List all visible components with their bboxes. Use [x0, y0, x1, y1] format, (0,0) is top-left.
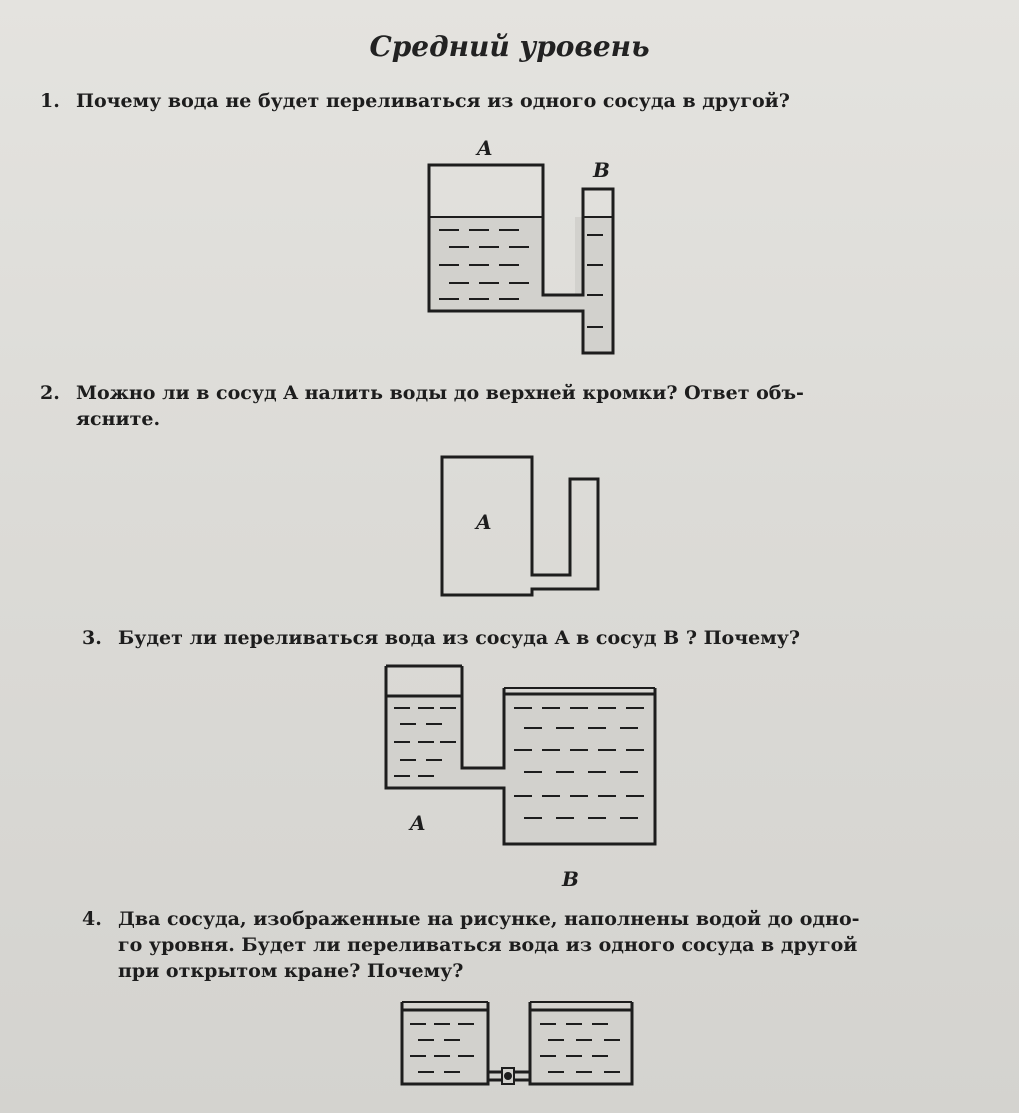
question-text: го уровня. Будет ли переливаться вода из одного сосуда в другой [118, 934, 858, 956]
question-number: 1. [40, 90, 60, 112]
question-text: при открытом кране? Почему? [118, 960, 464, 982]
question-text: Почему вода не будет переливаться из одного сосуда в другой? [76, 90, 790, 112]
question-text: ясните. [76, 408, 161, 430]
page-title: Средний уровень [369, 30, 650, 63]
figure-4-vessels-with-tap [398, 996, 638, 1091]
label-a: A [410, 811, 426, 835]
question-number: 4. [82, 908, 102, 930]
question-3 [82, 625, 800, 651]
question-2 [40, 380, 990, 432]
question-text: Будет ли переливаться вода из сосуда A в сосуд B ? Почему? [118, 627, 801, 649]
label-a: A [476, 510, 492, 534]
figure-3-vessels [380, 662, 665, 892]
question-4 [82, 906, 987, 984]
question-text: Можно ли в сосуд A налить воды до верхней кромки? Ответ объ- [76, 382, 804, 404]
question-1 [40, 88, 790, 114]
question-text: Два сосуда, изображенные на рисунке, наполнены водой до одно- [118, 908, 860, 930]
label-a: A [477, 136, 493, 160]
label-b: B [593, 158, 610, 182]
tap-icon [504, 1072, 512, 1080]
figure-1-vessels [415, 135, 625, 365]
question-number: 3. [82, 627, 102, 649]
label-b: B [562, 867, 579, 891]
figure-2-vessel [438, 453, 608, 603]
question-number: 2. [40, 382, 60, 404]
